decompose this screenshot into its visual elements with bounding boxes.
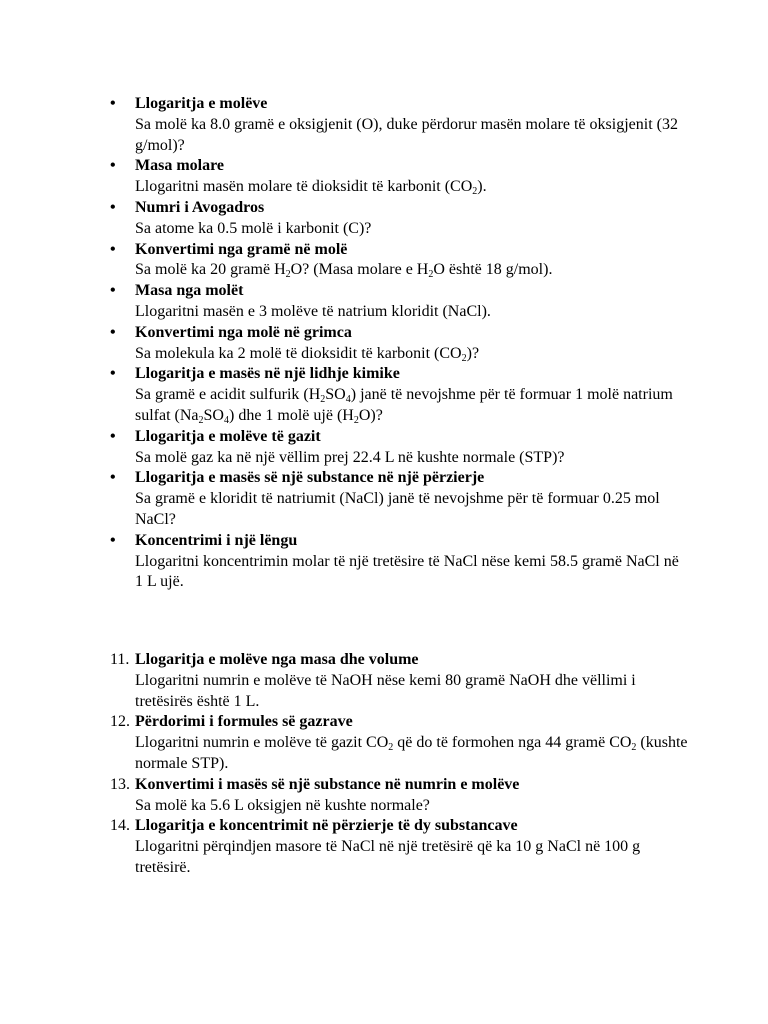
item-question: Sa atome ka 0.5 molë i karbonit (C)? [135, 219, 372, 237]
bullet-marker: • [110, 427, 116, 445]
list-item [110, 94, 690, 156]
item-question: Sa gramë e acidit sulfurik $(H_2SO_4)$ janë të nevojshme për të formuar 1 molë natrium sulfat $(Na_2SO_4)$ dhe 1 molë ujë $(H_2O)$? [135, 386, 673, 426]
number-marker: 12. [110, 713, 130, 731]
item-question: Llogaritni numrin e molëve të gazit $CO_2$ që do të formohen nga 44 gramë $CO_2$ (kushte normale STP). [135, 734, 688, 772]
item-title: Numri i Avogadros [135, 198, 265, 216]
number-marker: 13. [110, 775, 130, 793]
item-title: Masa nga molët [135, 282, 244, 300]
bullet-marker: • [110, 469, 116, 487]
item-title: Llogaritja e molëve të gazit [135, 427, 321, 445]
list-item [110, 156, 690, 198]
bullet-marker: • [110, 282, 116, 300]
item-title: Llogaritja e masës në një lidhje kimike [135, 365, 400, 383]
list-item [110, 816, 690, 878]
list-item [110, 323, 690, 365]
item-question: Sa gramë e kloridit të natriumit (NaCl) janë të nevojshme për të formuar 0.25 mol NaCl? [135, 490, 660, 528]
list-item [110, 712, 690, 774]
bullet-marker: • [110, 365, 116, 383]
numbered-list [110, 650, 690, 879]
item-title: Llogaritja e molëve nga masa dhe volume [135, 651, 419, 668]
item-question: Llogaritni koncentrimin molar të një tretësire të NaCl nëse kemi 58.5 gramë NaCl në 1 L ujë. [135, 552, 679, 591]
item-question: Sa molë ka 20 gramë $H_2O$? (Masa molare e $H_2O$ është 18 g/mol). [135, 261, 553, 281]
item-title: Koncentrimi i një lëngu [135, 531, 298, 549]
list-item [110, 531, 690, 593]
list-item [110, 775, 690, 817]
list-item [110, 427, 690, 469]
list-item [110, 240, 690, 282]
item-question: Llogaritni masën molare të dioksidit të karbonit $(CO_2)$. [135, 178, 487, 198]
bullet-marker: • [110, 95, 116, 112]
bullet-marker: • [110, 240, 116, 258]
item-question: Sa molë ka 5.6 L oksigjen në kushte normale? [135, 796, 430, 814]
list-item [110, 281, 690, 323]
item-question: Sa molë ka 8.0 gramë e oksigjenit (O), duke përdorur masën molare të oksigjenit (32 g/mol)? [135, 115, 678, 154]
list-item [110, 198, 690, 240]
item-title: Konvertimi nga molë në grimca [135, 323, 352, 341]
list-item [110, 364, 690, 426]
bullet-marker: • [110, 531, 116, 549]
item-title: Përdorimi i formules së gazrave [135, 713, 353, 731]
number-marker: 11. [110, 651, 130, 668]
item-title: Llogaritja e masës së një substance në një përzierje [135, 469, 485, 487]
item-question: Llogaritni masën e 3 molëve të natrium kloridit (NaCl). [135, 302, 491, 320]
item-title: Llogaritja e molëve [135, 95, 268, 112]
bullet-marker: • [110, 198, 116, 216]
list-item [110, 650, 690, 712]
item-question: Sa molë gaz ka në një vëllim prej 22.4 L në kushte normale (STP)? [135, 448, 565, 466]
item-question: Sa molekula ka 2 molë të dioksidit të karbonit $(CO_2)$? [135, 344, 480, 364]
bullet-marker: • [110, 323, 116, 341]
item-title: Konvertimi nga gramë në molë [135, 240, 348, 258]
bullet-list [110, 94, 690, 593]
list-item [110, 468, 690, 530]
item-title: Konvertimi i masës së një substance në numrin e molëve [135, 775, 520, 793]
bullet-marker: • [110, 157, 116, 175]
item-question: Llogaritni numrin e molëve të NaOH nëse kemi 80 gramë NaOH dhe vëllimi i tretësirës është 1 L. [135, 671, 636, 710]
item-title: Masa molare [135, 157, 225, 175]
number-marker: 14. [110, 817, 130, 835]
item-question: Llogaritni përqindjen masore të NaCl në një tretësirë që ka 10 g NaCl në 100 g tretësirë. [135, 838, 641, 876]
item-title: Llogaritja e koncentrimit në përzierje të dy substancave [135, 817, 518, 835]
